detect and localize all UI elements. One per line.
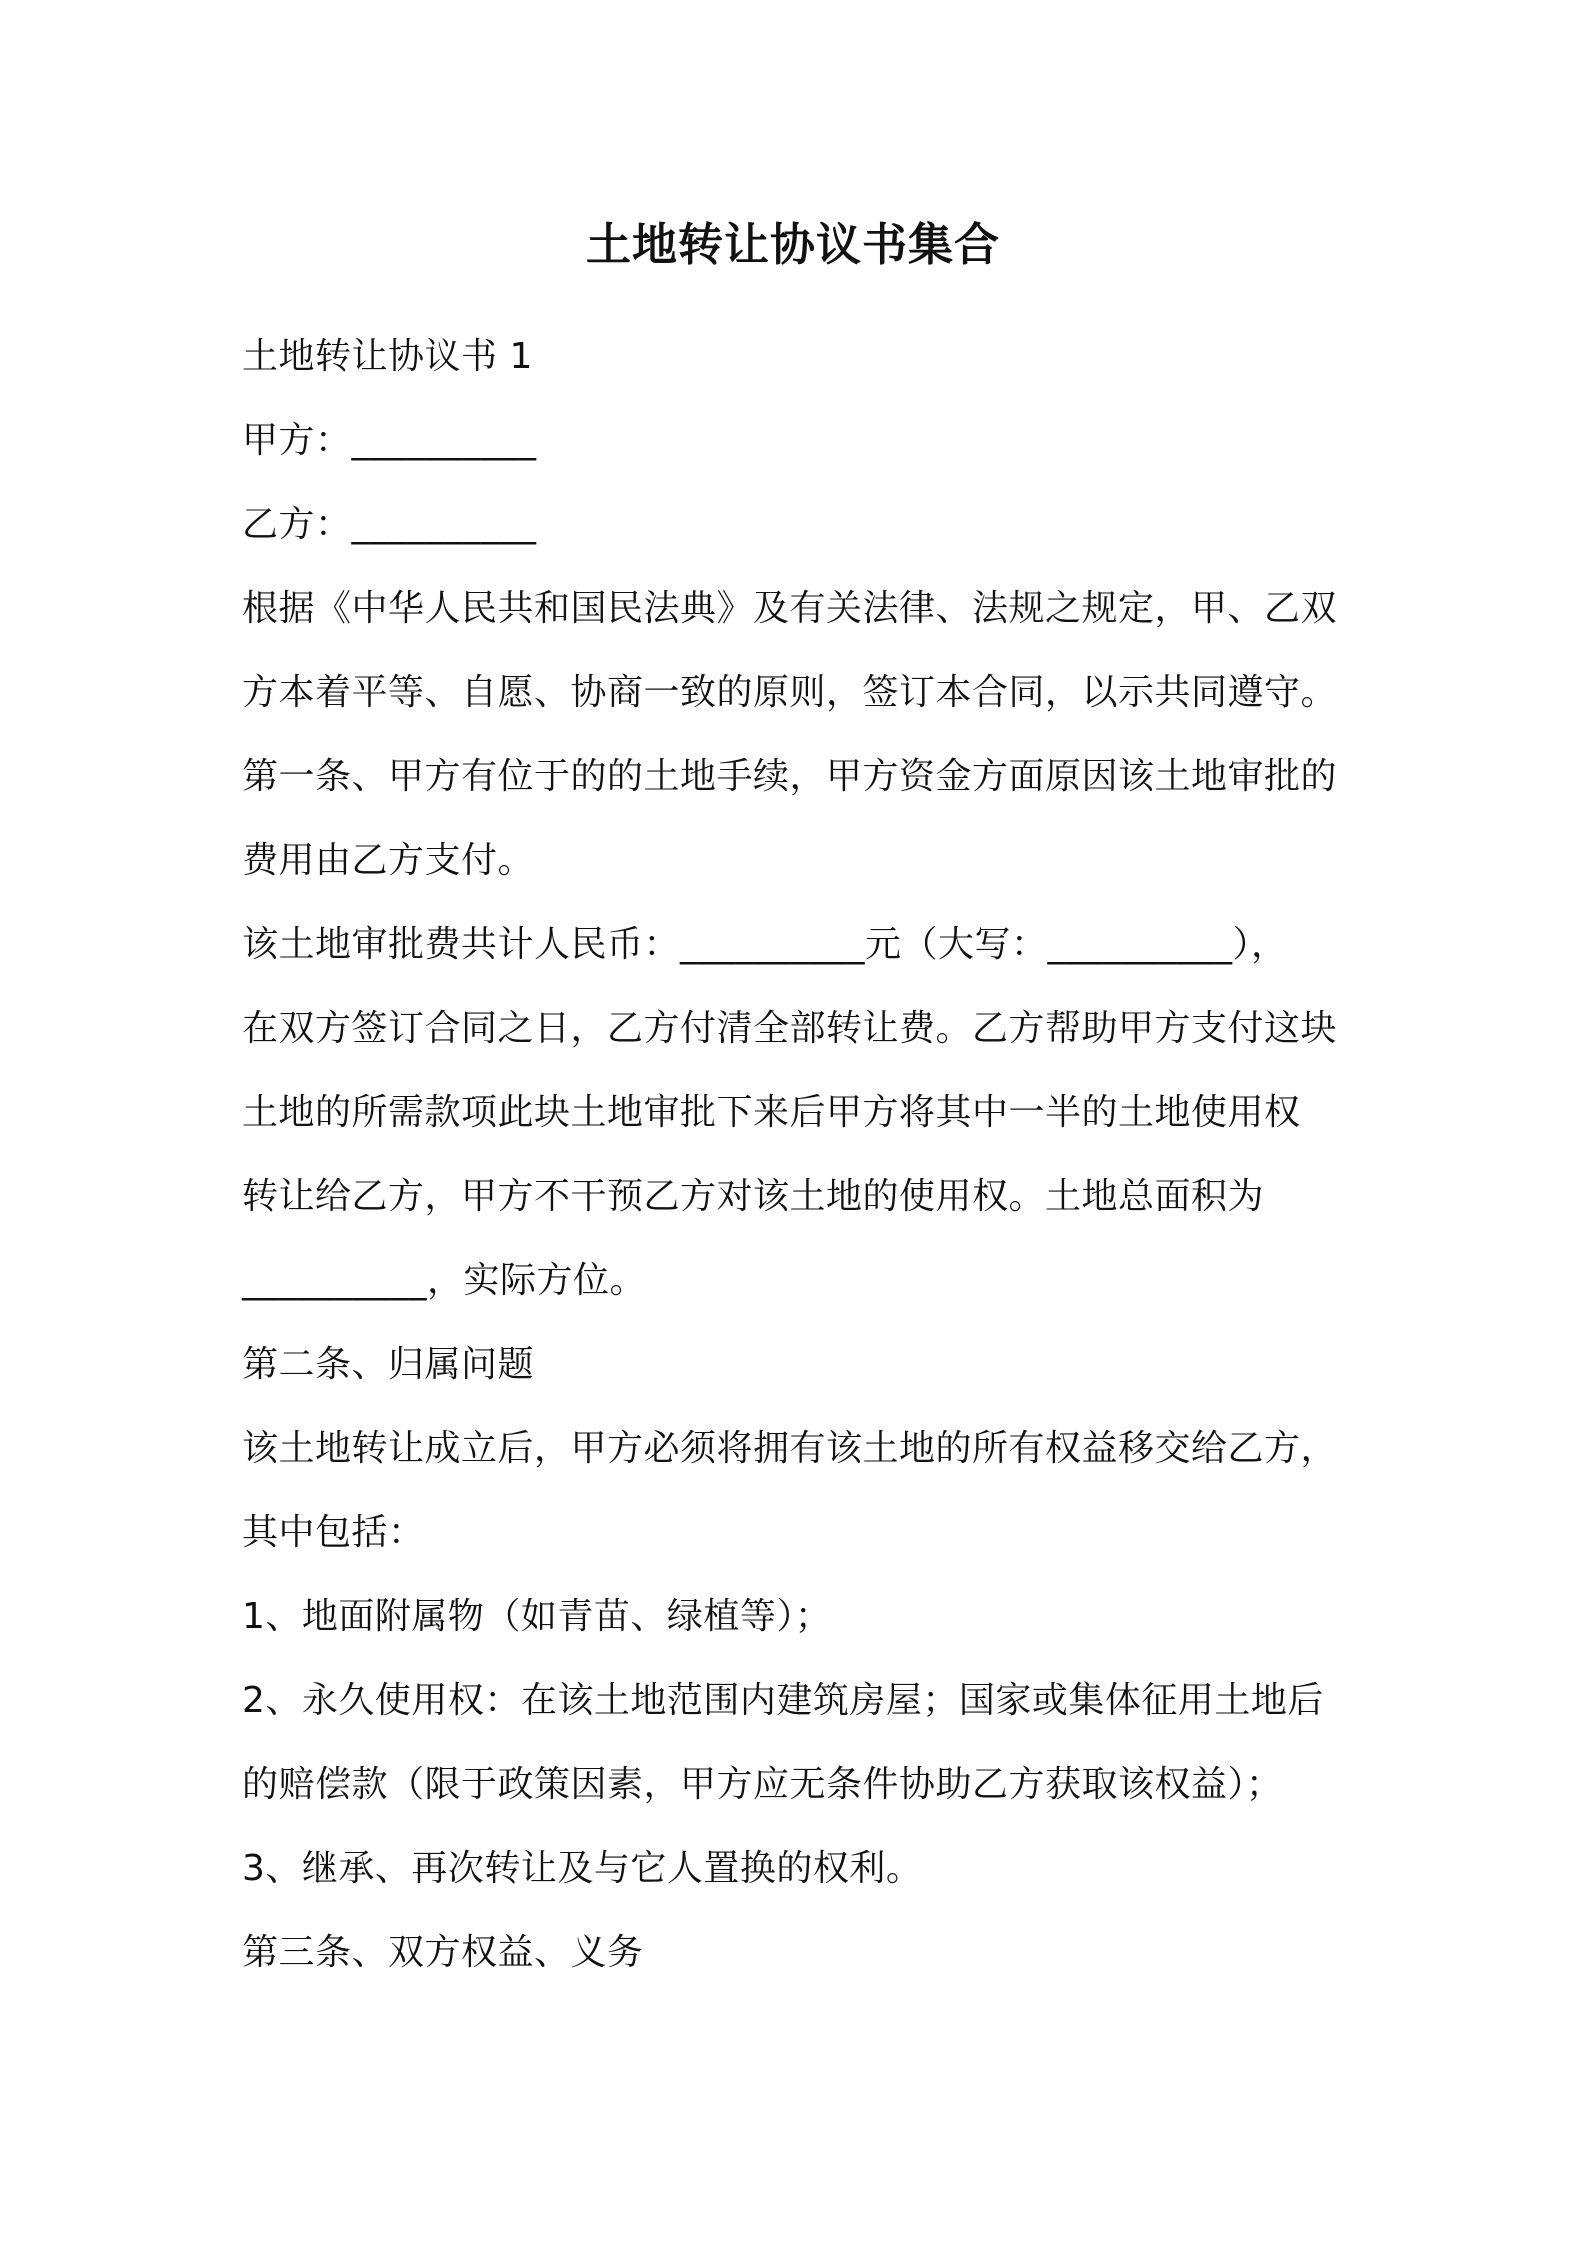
body-line: 方本着平等、自愿、协商一致的原则，签订本合同，以示共同遵守。 <box>242 672 1338 713</box>
body-line: 的赔偿款（限于政策因素，甲方应无条件协助乙方获取该权益）； <box>242 1764 1283 1805</box>
subtitle: 土地转让协议书 1 <box>242 336 533 377</box>
party-a-line: 甲方：__________ <box>242 420 537 461</box>
body-line: 该土地转让成立后，甲方必须将拥有该土地的所有权益移交给乙方， <box>242 1428 1338 1469</box>
body-line: 其中包括： <box>242 1512 425 1553</box>
body-line: 费用由乙方支付。 <box>242 840 535 881</box>
body-line: __________，实际方位。 <box>242 1260 647 1301</box>
list-item: 3、继承、再次转让及与它人置换的权利。 <box>242 1848 923 1889</box>
article-2-heading: 第二条、归属问题 <box>242 1344 535 1385</box>
party-b-line: 乙方：__________ <box>242 504 537 545</box>
document-title: 土地转让协议书集合 <box>585 218 1000 271</box>
body-line: 该土地审批费共计人民币：__________元（大写：__________）， <box>242 924 1288 965</box>
article-3-heading: 第三条、双方权益、义务 <box>242 1932 644 1973</box>
body-line: 转让给乙方，甲方不干预乙方对该土地的使用权。土地总面积为 <box>242 1176 1265 1217</box>
body-line: 土地的所需款项此块土地审批下来后甲方将其中一半的土地使用权 <box>242 1092 1301 1133</box>
list-item: 1、地面附属物（如青苗、绿植等）； <box>242 1596 832 1637</box>
body-line: 在双方签订合同之日，乙方付清全部转让费。乙方帮助甲方支付这块 <box>242 1008 1338 1049</box>
article-1-line: 第一条、甲方有位于的的土地手续，甲方资金方面原因该土地审批的 <box>242 756 1338 797</box>
list-item: 2、永久使用权：在该土地范围内建筑房屋；国家或集体征用土地后 <box>242 1680 1324 1721</box>
body-line: 根据《中华人民共和国民法典》及有关法律、法规之规定，甲、乙双 <box>242 588 1338 629</box>
document-body <box>242 315 1362 1995</box>
